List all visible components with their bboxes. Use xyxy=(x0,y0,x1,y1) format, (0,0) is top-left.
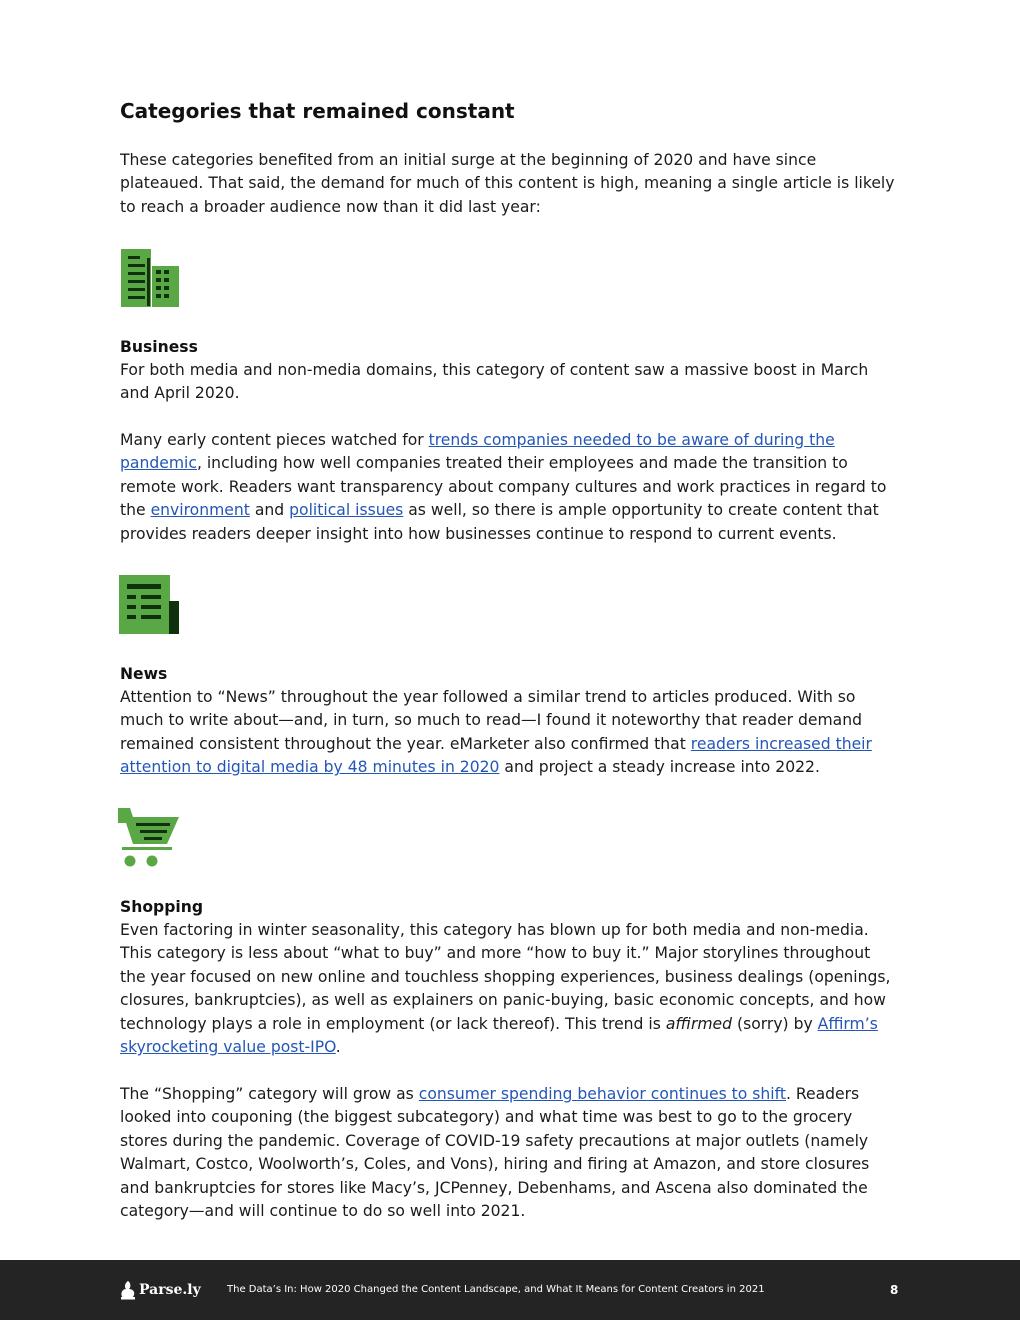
building-icon xyxy=(120,248,180,308)
footer-document-title: The Data’s In: How 2020 Changed the Content Landscape, and What It Means for Content Creators in 2021 xyxy=(227,1284,765,1295)
intro-paragraph: These categories benefited from an initial surge at the beginning of 2020 and have since plateaued. That said, the demand for much of this content is high, meaning a single article is likely to reach a broader audience now than it did last year: xyxy=(120,151,895,216)
news-paragraph: Attention to “News” throughout the year followed a similar trend to articles produced. With so much to write about—and, in turn, so much to read—I found it noteworthy that reader demand remained consistent throughout the year. eMarketer also confirmed that readers increased their attention to digital media by 48 minutes in 2020 and project a steady increase into 2022. xyxy=(120,688,872,777)
shopping-paragraph-1: Even factoring in winter seasonality, this category has blown up for both media and non-media. This category is less about “what to buy” and more “how to buy it.” Major storylines throughout the year focused on new online and touchless shopping experiences, business dealings (openings, closures, bankruptcies), as well as explainers on panic-buying, basic economic concepts, and how technology plays a role in employment (or lack thereof). This trend is affirmed (sorry) by Affirm’s skyrocketing value post-IPO. xyxy=(120,921,891,1057)
trends-companies-link[interactable]: trends companies needed to be aware of during the pandemic xyxy=(120,431,835,473)
consumer-spending-link[interactable]: consumer spending behavior continues to shift xyxy=(418,1085,786,1103)
shopping-cart-icon xyxy=(118,807,180,869)
shopping-paragraph-2: The “Shopping” category will grow as consumer spending behavior continues to shift. Readers looked into couponing (the biggest subcategory) and what time was best to go to the grocery stores during the pandemic. Coverage of COVID-19 safety precautions at major outlets (namely Walmart, Costco, Woolworth’s, Coles, and Vons), hiring and firing at Amazon, and store closures and bankruptcies for stores like Macy’s, JCPenney, Debenhams, and Ascena also dominated the category—and will continue to do so well into 2021. xyxy=(120,1085,870,1221)
page-number: 8 xyxy=(890,1283,899,1297)
business-paragraph-2: Many early content pieces watched for trends companies needed to be aware of during the pandemic, including how well companies treated their employees and made the transition to remote work. Readers want transparency about company cultures and work practices in regard to the environment and political issues as well, so there is ample opportunity to create content that provides readers deeper insight into how businesses continue to respond to current events. xyxy=(120,431,887,543)
parsely-logo xyxy=(120,1279,201,1301)
page-footer xyxy=(0,1260,1020,1320)
digital-media-attention-link[interactable]: readers increased their attention to digital media by 48 minutes in 2020 xyxy=(120,734,872,777)
environment-link[interactable]: environment xyxy=(150,501,250,520)
news-title: News xyxy=(120,665,168,683)
newspaper-icon xyxy=(118,574,180,636)
political-issues-link[interactable]: political issues xyxy=(289,501,404,520)
business-title: Business xyxy=(120,338,198,356)
section-heading: Categories that remained constant xyxy=(120,99,515,123)
leaf-mark-icon xyxy=(120,1280,136,1300)
business-paragraph-1: For both media and non-media domains, this category of content saw a massive boost in March and April 2020. xyxy=(120,361,869,403)
affirm-ipo-link[interactable]: Affirm’s skyrocketing value post-IPO xyxy=(120,1014,878,1057)
shopping-title: Shopping xyxy=(120,898,203,916)
logo-wordmark: Parse.ly xyxy=(139,1282,201,1298)
